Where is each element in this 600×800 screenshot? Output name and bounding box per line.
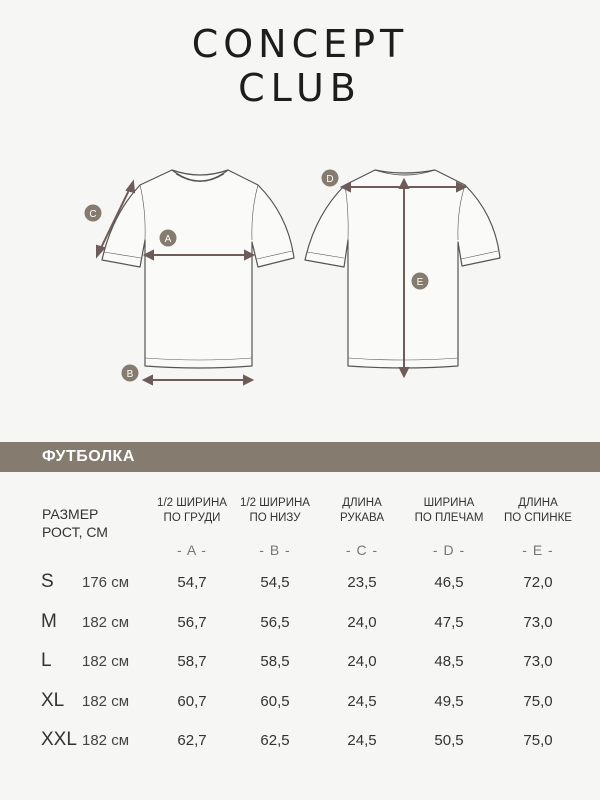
row-value-a: 54,7: [177, 574, 207, 591]
row-height: 176 см: [82, 574, 130, 591]
column-header-c-line2: РУКАВА: [339, 512, 385, 524]
section-title: ФУТБОЛКА: [42, 448, 135, 465]
column-header-d-line1: ШИРИНА: [423, 497, 475, 509]
column-header-e-line2: ПО СПИНКЕ: [504, 512, 572, 524]
row-value-a: 62,7: [177, 732, 207, 749]
column-letter-a: - A -: [177, 542, 207, 558]
table-row: [0, 690, 600, 720]
row-height: 182 см: [82, 653, 130, 670]
row-size: XXL: [41, 729, 77, 750]
column-header-d-line2: ПО ПЛЕЧАМ: [414, 512, 484, 524]
size-header-line1: РАЗМЕР: [42, 506, 99, 522]
marker-a-letter: A: [164, 234, 172, 245]
row-value-e: 73,0: [523, 614, 553, 631]
row-value-d: 48,5: [434, 653, 464, 670]
marker-b-letter: B: [126, 369, 134, 380]
column-header-b-line2: ПО НИЗУ: [249, 512, 301, 524]
row-value-b: 54,5: [260, 574, 290, 591]
column-header-a-line1: 1/2 ШИРИНА: [157, 497, 227, 509]
table-row: [0, 729, 600, 759]
row-value-c: 24,0: [347, 614, 377, 631]
row-value-a: 58,7: [177, 653, 207, 670]
marker-e: [412, 273, 429, 290]
column-header-c-line1: ДЛИНА: [342, 497, 382, 509]
row-size: S: [41, 571, 54, 592]
section-band: [0, 442, 600, 472]
row-value-d: 47,5: [434, 614, 464, 631]
row-value-e: 75,0: [523, 693, 553, 710]
row-size: XL: [41, 690, 65, 711]
column-letter-c: - C -: [345, 542, 379, 558]
column-header-b-line1: 1/2 ШИРИНА: [240, 497, 310, 509]
marker-e-letter: E: [416, 277, 424, 288]
marker-c: [85, 205, 102, 222]
row-value-c: 23,5: [347, 574, 377, 591]
table-row: [0, 571, 600, 601]
row-value-a: 56,7: [177, 614, 207, 631]
column-letter-b: - B -: [259, 542, 291, 558]
row-value-c: 24,0: [347, 653, 377, 670]
row-value-c: 24,5: [347, 732, 377, 749]
column-letter-d: - D -: [432, 542, 466, 558]
row-value-b: 60,5: [260, 693, 290, 710]
column-header-a-line2: ПО ГРУДИ: [163, 512, 221, 524]
row-value-b: 56,5: [260, 614, 290, 631]
marker-b: [122, 365, 139, 382]
marker-a: [160, 230, 177, 247]
row-value-b: 62,5: [260, 732, 290, 749]
row-size: M: [41, 611, 57, 632]
row-value-e: 73,0: [523, 653, 553, 670]
row-value-a: 60,7: [177, 693, 207, 710]
table-row: [0, 611, 600, 641]
tshirt-back-illustration: [305, 170, 500, 368]
row-height: 182 см: [82, 693, 130, 710]
size-height-header: [42, 505, 108, 541]
column-header-e-line1: ДЛИНА: [518, 497, 558, 509]
marker-d: [322, 170, 339, 187]
row-value-d: 46,5: [434, 574, 464, 591]
row-value-d: 49,5: [434, 693, 464, 710]
brand-logo-line1: CONCEPT: [191, 22, 409, 66]
row-value-e: 72,0: [523, 574, 553, 591]
size-header-line2: РОСТ, СМ: [42, 524, 108, 540]
brand-logo-line2: CLUB: [238, 66, 362, 110]
column-header-e: [483, 496, 593, 526]
row-value-c: 24,5: [347, 693, 377, 710]
row-height: 182 см: [82, 614, 130, 631]
row-value-d: 50,5: [434, 732, 464, 749]
table-row: [0, 650, 600, 680]
tshirt-front-illustration: [102, 170, 294, 368]
row-size: L: [41, 650, 52, 671]
column-letter-e: - E -: [522, 542, 554, 558]
row-value-e: 75,0: [523, 732, 553, 749]
tshirt-diagrams: [0, 140, 600, 400]
row-value-b: 58,5: [260, 653, 290, 670]
marker-c-letter: C: [89, 209, 97, 220]
row-height: 182 см: [82, 732, 130, 749]
marker-d-letter: D: [326, 174, 334, 185]
